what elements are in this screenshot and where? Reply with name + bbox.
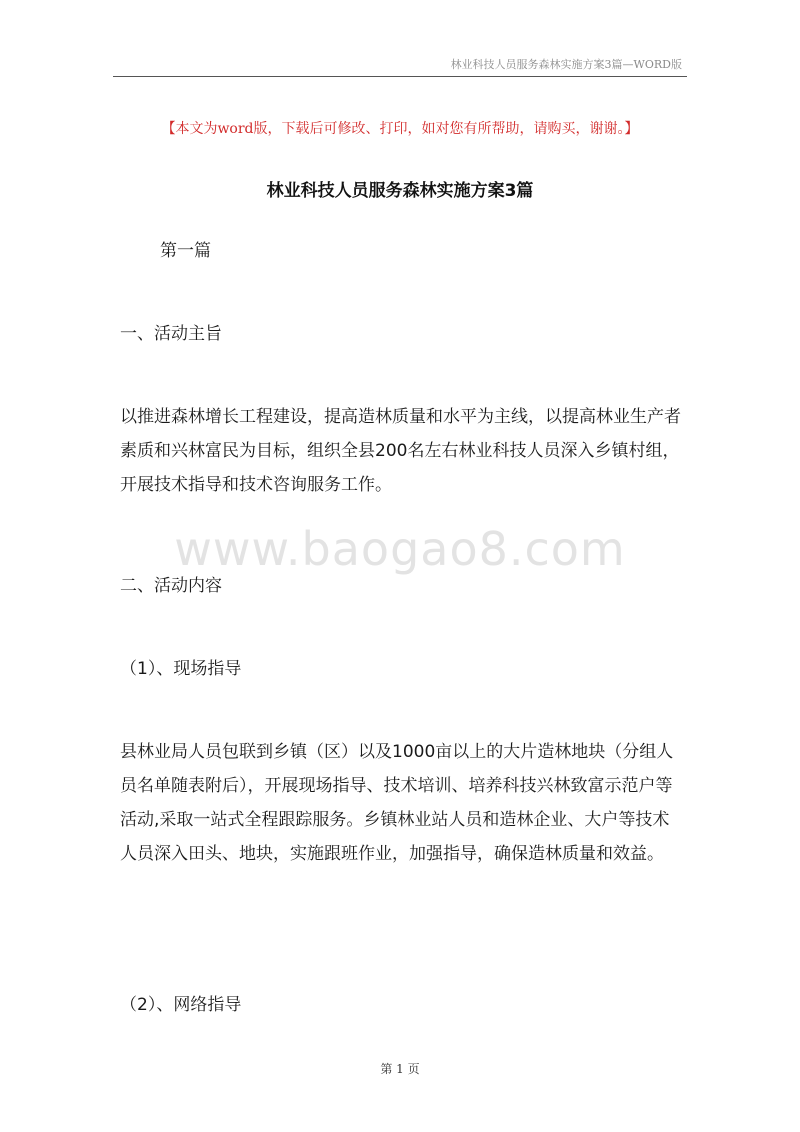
watermark: www.baogao8.com	[174, 522, 626, 576]
header-rule	[113, 76, 687, 77]
purchase-notice: 【本文为word版，下载后可修改、打印，如对您有所帮助，请购买，谢谢。】	[161, 121, 639, 137]
subheading-network: （2）、网络指导	[120, 995, 242, 1015]
page-number: 第 1 页	[380, 1062, 420, 1076]
paragraph-purpose: 以推进森林增长工程建设，提高造林质量和水平为主线，以提高林业生产者素质和兴林富民为目标，组织全县200名左右林业科技人员深入乡镇村组，开展技术指导和技术咨询服务工作。	[120, 407, 681, 495]
heading-purpose: 一、活动主旨	[120, 324, 222, 344]
document-title: 林业科技人员服务森林实施方案3篇	[266, 181, 534, 201]
section-label: 第一篇	[160, 241, 211, 261]
heading-content: 二、活动内容	[120, 576, 222, 596]
subheading-onsite: （1）、现场指导	[120, 659, 242, 679]
paragraph-onsite: 县林业局人员包联到乡镇（区）以及1000亩以上的大片造林地块（分组人员名单随表附后），开展现场指导、技术培训、培养科技兴林致富示范户等活动,采取一站式全程跟踪服务。乡镇林业站人员和造林企业、大户等技术人员深入田头、地块，实施跟班作业，加强指导，确保造林质量和效益。	[120, 742, 674, 864]
running-header: 林业科技人员服务森林实施方案3篇—WORD版	[450, 58, 682, 71]
